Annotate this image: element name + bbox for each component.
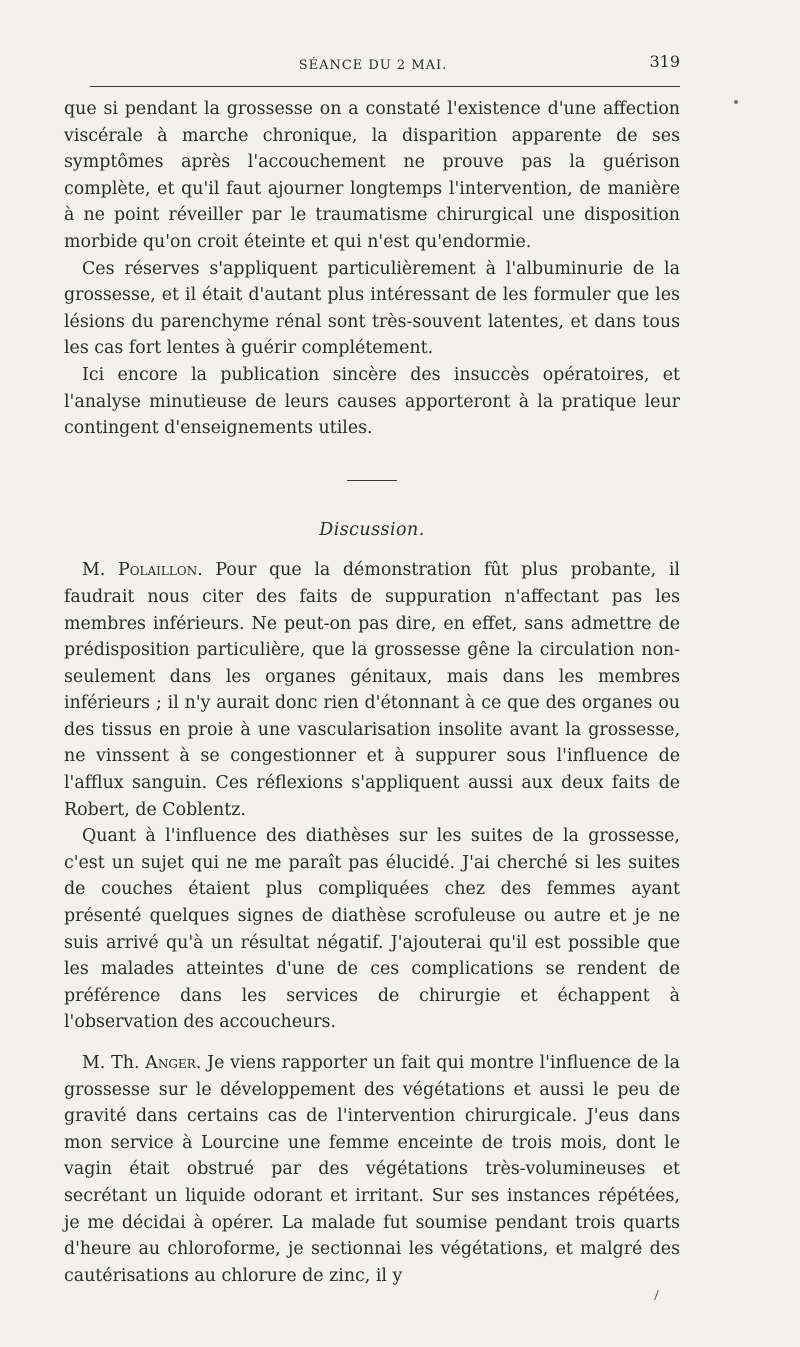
paragraph-diatheses: Quant à l'influence des diathèses sur les suites de la grossesse, c'est un sujet qui ne me paraît pas élucidé. J'ai cherché si les suites de couches étaient plus compliquées chez des femmes ayant présenté quelques signes de diathèse scrofuleuse ou autre et je ne suis arrivé qu'à un résultat négatif. J'ajouterai qu'il est possible que les malades atteintes d'une de ces complications se rendent de préférence dans les services de chirurgie et échappent à l'observation des accoucheurs. xyxy=(64,826,680,1033)
speaker-name-anger: Anger xyxy=(145,1053,196,1073)
speaker-prefix: M. xyxy=(82,560,118,581)
paragraph-affection: que si pendant la grossesse on a constaté l'existence d'une affection viscérale à marche chronique, la disparition apparente de ses symptômes après l'accouchement ne prouve pas la guérison complète, et qu'il faut ajourner longtemps l'intervention, de manière à ne point réveiller par le traumatisme chirurgical une disposition morbide qu'on croit éteinte et qui n'est qu'endormie. xyxy=(64,99,680,252)
paragraph-reserves: Ces réserves s'appliquent particulièrement à l'albuminurie de la grossesse, et il était d'autant plus intéressant de les formuler que les lésions du parenchyme rénal sont très-souvent latentes, et dans tous les cas fort lentes à guérir complétement. xyxy=(64,258,680,359)
page-number: 319 xyxy=(649,52,680,71)
paragraph-anger xyxy=(64,1050,680,1289)
running-header xyxy=(66,50,680,74)
speaker-name-polaillon: Polaillon xyxy=(118,560,198,581)
section-title: Discussion. xyxy=(319,519,425,540)
header-rule xyxy=(90,86,680,87)
header-title: SÉANCE DU 2 MAI. xyxy=(298,58,448,73)
section-separator xyxy=(347,480,397,481)
paragraph-polaillon xyxy=(64,557,680,823)
speaker-prefix: M. Th. xyxy=(82,1053,146,1073)
page-body xyxy=(64,96,680,1289)
paragraph-publication: Ici encore la publication sincère des insuccès opératoires, et l'analyse minutieuse de leurs causes apporteront à la pratique leur contingent d'enseignements utiles. xyxy=(64,364,680,439)
speech-text-anger: . Je viens rapporter un fait qui montre l'influence de la grossesse sur le développement des végétations et aussi le peu de gravité dans certains cas de l'intervention chirurgicale. J'eus dans mon service à Lourcine une femme enceinte de trois mois, dont le vagin était obstrué par des végétations très-volumineuses et secrétant un liquide odorant et irritant. Sur ses instances répétées, je me décidai à opérer. La malade fut soumise pendant trois quarts d'heure au chloroforme, je sectionnai les végétations, et malgré des cautérisations au chlorure de zinc, il y xyxy=(64,1053,680,1286)
ink-speck xyxy=(734,100,738,104)
speech-text-polaillon: . Pour que la démonstration fût plus probante, il faudrait nous citer des faits de suppuration n'affectant pas les membres inférieurs. Ne peut-on pas dire, en effet, sans admettre de prédisposition particulière, que la grossesse gêne la circulation non-seulement dans les organes génitaux, mais dans les membres inférieurs ; il n'y aurait donc rien d'étonnant à ce que des organes ou des tissus en proie à une vascularisation insolite avant la grossesse, ne vinssent à se congestionner et à suppurer sous l'influence de l'afflux sanguin. Ces réflexions s'appliquent aussi aux deux faits de Robert, de Coblentz. xyxy=(64,560,680,820)
margin-mark xyxy=(654,1290,665,1300)
